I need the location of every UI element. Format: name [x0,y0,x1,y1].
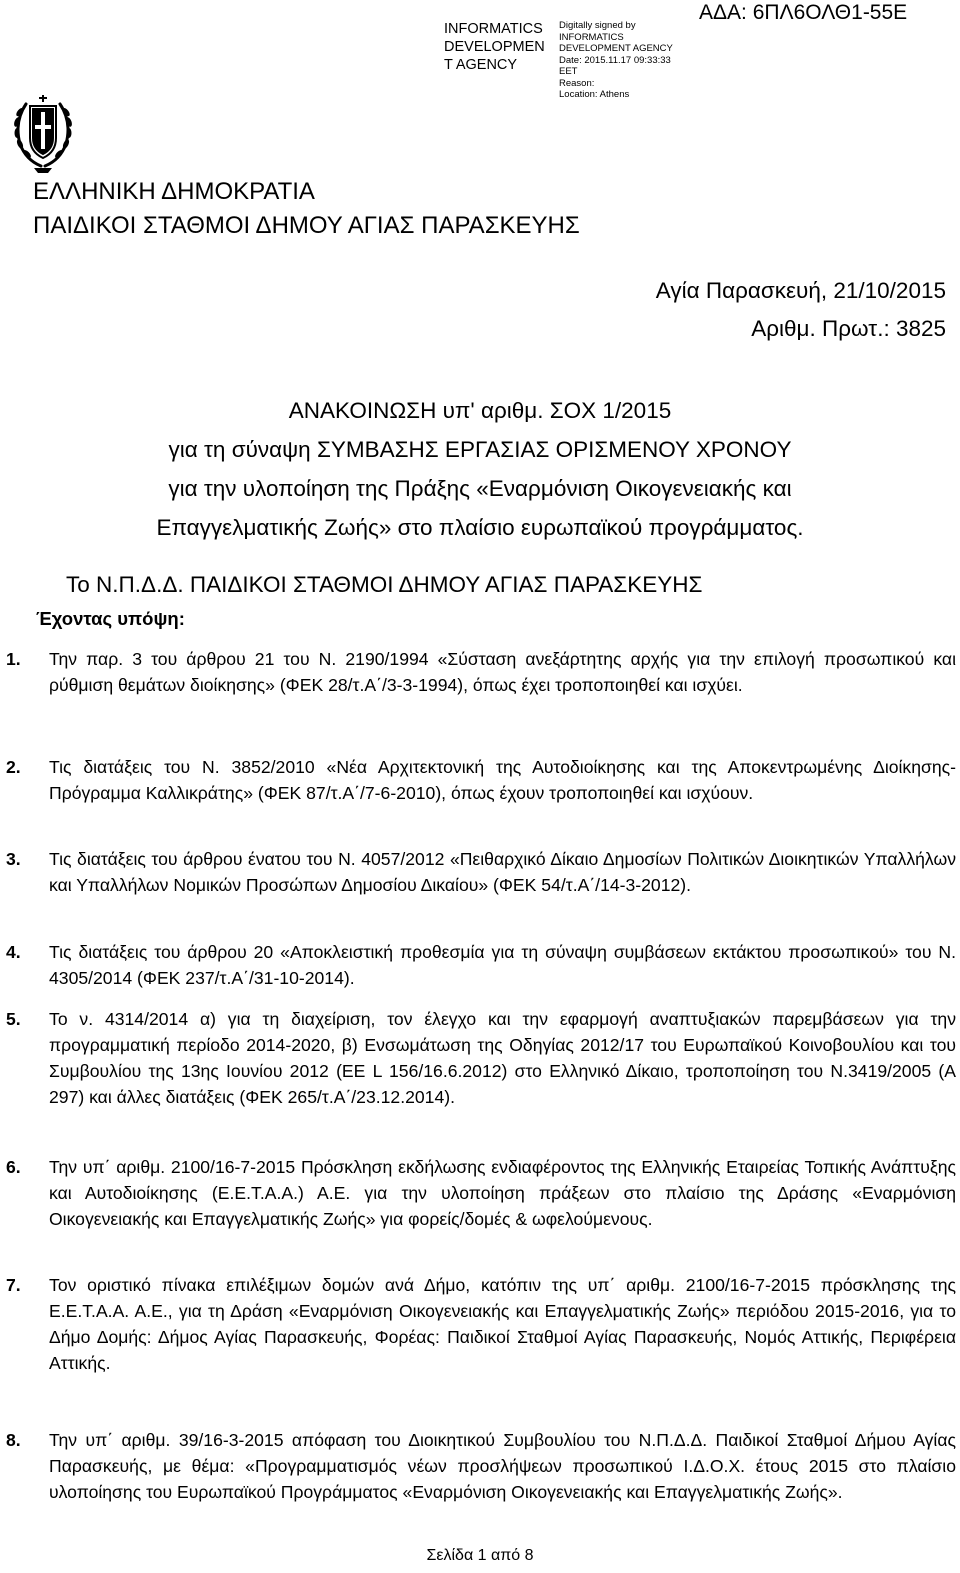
list-item [3,1272,956,1376]
header-organization: ΠΑΙΔΙΚΟΙ ΣΤΑΘΜΟΙ ΔΗΜΟΥ ΑΓΙΑΣ ΠΑΡΑΣΚΕΥΗΣ [33,212,580,239]
signature-detail-line: Reason: [559,77,595,89]
list-item-text: Τον οριστικό πίνακα επιλέξιμων δομών ανά Δήμο, κατόπιν της υπ΄ αριθμ. 2100/16-7-2015 πρόσκλησης της Ε.Ε.Τ.Α.Α. Α.Ε., για τη Δράση «Εναρμόνιση Οικογενειακής και Επαγγελματικής Ζωής» περιόδου 2015-2016, για το Δήμο Δομής: Δήμος Αγίας Παρασκευής, Φορέας: Παιδικοί Σταθμοί Αγίας Παρασκευής, Νομός Αττικής, Περιφέρεια Αττικής. [49,1275,956,1373]
signature-details [559,20,689,101]
issuer-line: Το Ν.Π.Δ.Δ. ΠΑΙΔΙΚΟΙ ΣΤΑΘΜΟΙ ΔΗΜΟΥ ΑΓΙΑΣ ΠΑΡΑΣΚΕΥΗΣ [66,572,703,597]
page-number: Σελίδα 1 από 8 [426,1547,534,1564]
list-item-number: 2. [6,757,21,777]
list-item [3,1154,956,1232]
signature-org-line: INFORMATICS [444,21,543,37]
list-item-text: Την παρ. 3 του άρθρου 21 του Ν. 2190/1994 «Σύσταση ανεξάρτητης αρχής για την επιλογή προσωπικού και ρύθμιση θεμάτων διοίκησης» (ΦΕΚ 28/τ.Α΄/3-3-1994), όπως έχει τροποποιηθεί και ισχύει. [49,649,956,695]
announcement-line: για τη σύναψη ΣΥΜΒΑΣΗΣ ΕΡΓΑΣΙΑΣ ΟΡΙΣΜΕΝΟΥ ΧΡΟΝΟΥ [168,437,792,462]
list-item [3,754,956,806]
signature-org-line: DEVELOPMEN [444,39,545,55]
list-item-number: 4. [6,942,21,962]
signature-organization [444,20,556,74]
list-item [3,939,956,991]
signature-detail-line: Digitally signed by [559,20,636,31]
signature-detail-line: Location: Athens [559,89,630,100]
list-item-number: 5. [6,1009,21,1029]
list-item-text: Το ν. 4314/2014 α) για τη διαχείριση, τον έλεγχο και την εφαρμογή αναπτυξιακών παρεμβάσεων για την προγραμματική περίοδο 2014-2020, β) Ενσωμάτωση της Οδηγίας 2012/17 του Ευρωπαϊκού Κοινοβουλίου και του Συμβουλίου της 13ης Ιουνίου 2012 (ΕΕ L 156/16.6.2012) στο Ελληνικό Δίκαιο, τροποποίηση του Ν.3419/2005 (Α 297) και άλλες διατάξεις (ΦΕΚ 265/τ.Α΄/23.12.2014). [49,1009,956,1107]
announcement-line: Επαγγελματικής Ζωής» στο πλαίσιο ευρωπαϊκού προγράμματος. [156,515,804,540]
list-item [3,1006,956,1110]
ada-code: ΑΔΑ: 6ΠΛ6ΟΛΘ1-55Ε [699,1,908,24]
list-item-text: Τις διατάξεις του άρθρου 20 «Αποκλειστική προθεσμία για τη σύναψη συμβάσεων εκτάκτου προσωπικού» του Ν. 4305/2014 (ΦΕΚ 237/τ.Α΄/31-10-2014). [49,942,956,988]
signature-detail-line: EET [559,66,578,77]
signature-detail-line: Date: 2015.11.17 09:33:33 [559,54,671,66]
coat-of-arms-icon [8,92,78,176]
list-item [3,846,956,898]
list-item-number: 6. [6,1157,21,1177]
protocol-number: Αριθμ. Πρωτ.: 3825 [751,316,946,341]
list-item [3,646,956,698]
header-republic: ΕΛΛΗΝΙΚΗ ΔΗΜΟΚΡΑΤΙΑ [33,178,315,205]
signature-detail-line: DEVELOPMENT AGENCY [559,43,673,54]
list-item-number: 8. [6,1430,21,1450]
list-item-text: Τις διατάξεις του άρθρου ένατου του Ν. 4057/2012 «Πειθαρχικό Δίκαιο Δημοσίων Πολιτικών Διοικητικών Υπαλλήλων και Υπαλλήλων Νομικών Προσώπων Δημοσίου Δικαίου» (ΦΕΚ 54/τ.Α΄/14-3-2012). [49,849,956,895]
list-item-text: Την υπ΄ αριθμ. 39/16-3-2015 απόφαση του Διοικητικού Συμβουλίου του Ν.Π.Δ.Δ. Παιδικοί Σταθμοί Δήμου Αγίας Παρασκευής, με θέμα: «Προγραμματισμός νέων προσλήψεων προσωπικού Ι.Δ.Ο.Χ. έτους 2015 στο πλαίσιο υλοποίησης του Ευρωπαϊκού Προγράμματος «Εναρμόνιση Οικογενειακής και Επαγγελματικής Ζωής». [49,1430,956,1502]
list-item-number: 1. [6,649,21,669]
signature-org-line: T AGENCY [444,57,518,73]
list-item [3,1427,956,1505]
list-item-number: 7. [6,1275,21,1295]
considering-heading: Έχοντας υπόψη: [36,608,185,629]
signature-detail-line: INFORMATICS [559,31,624,43]
document-date: Αγία Παρασκευή, 21/10/2015 [655,278,946,303]
list-item-text: Τις διατάξεις του Ν. 3852/2010 «Νέα Αρχιτεκτονική της Αυτοδιοίκησης και της Αποκεντρωμένης Διοίκησης- Πρόγραμμα Καλλικράτης» (ΦΕΚ 87/τ.Α΄/7-6-2010), όπως έχουν τροποποιηθεί και ισχύουν. [49,757,956,803]
announcement-line: για την υλοποίηση της Πράξης «Εναρμόνιση Οικογενειακής και [168,476,792,501]
list-item-number: 3. [6,849,21,869]
announcement-title [0,391,960,547]
list-item-text: Την υπ΄ αριθμ. 2100/16-7-2015 Πρόσκληση εκδήλωσης ενδιαφέροντος της Ελληνικής Εταιρείας Τοπικής Ανάπτυξης και Αυτοδιοίκησης (Ε.Ε.Τ.Α.Α.) Α.Ε. για την υλοποίηση πράξεων στο πλαίσιο της Δράσης «Εναρμόνιση Οικογενειακής και Επαγγελματικής Ζωής» για φορείς/δομές & ωφελούμενους. [49,1157,956,1229]
announcement-line: ΑΝΑΚΟΙΝΩΣΗ υπ' αριθμ. ΣΟΧ 1/2015 [288,398,672,423]
